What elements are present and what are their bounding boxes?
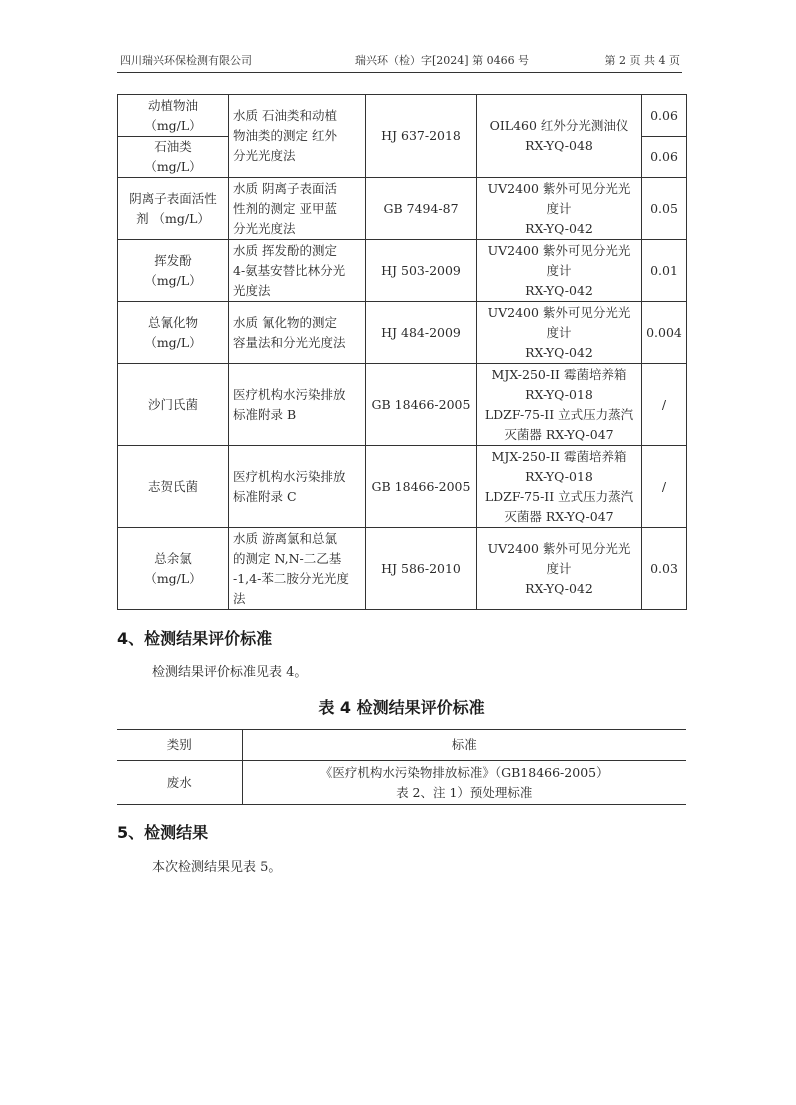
- cell-line: 石油类: [154, 139, 192, 154]
- cell-line: 水质 石油类和动植: [233, 108, 337, 123]
- limit-cell: 0.01: [642, 240, 687, 302]
- cell-line: 医疗机构水污染排放: [233, 468, 346, 484]
- page-header: [117, 50, 682, 70]
- cell-line: LDZF-75-II 立式压力蒸汽: [484, 406, 634, 422]
- table-row: [118, 528, 687, 610]
- section-5-title: 5、检测结果: [117, 823, 209, 842]
- standard-line: 表 2、注 1）预处理标准: [396, 784, 533, 800]
- method-cell: [229, 528, 366, 610]
- table-row: [118, 364, 687, 446]
- cell-line: RX-YQ-048: [525, 138, 593, 153]
- instrument-cell: [477, 240, 642, 302]
- limit-cell: 0.05: [642, 178, 687, 240]
- method-cell: [229, 364, 366, 446]
- method-cell: [229, 302, 366, 364]
- cell-line: 法: [233, 590, 246, 606]
- cell-line: RX-YQ-018: [525, 386, 593, 402]
- table-row: [118, 446, 687, 528]
- standard-cell: HJ 484-2009: [366, 302, 477, 364]
- table-row: [118, 302, 687, 364]
- method-cell: [229, 95, 366, 178]
- cell-line: 阴离子表面活性: [129, 190, 217, 206]
- cell-line: 度计: [546, 262, 572, 278]
- cell-line: 物油类的测定 红外: [233, 128, 337, 143]
- instrument-cell: [477, 95, 642, 178]
- header-divider: [117, 72, 682, 73]
- cell-line: 挥发酚: [154, 252, 192, 268]
- cell-line: -1,4-苯二胺分光光度: [233, 570, 349, 586]
- standard-cell: GB 18466-2005: [366, 364, 477, 446]
- standard-cell: GB 7494-87: [366, 178, 477, 240]
- cell-line: 度计: [546, 200, 572, 216]
- cell-line: RX-YQ-042: [525, 580, 593, 596]
- item-cell: [118, 302, 229, 364]
- header-standard: 标准: [242, 730, 686, 761]
- category-cell: 废水: [117, 761, 242, 805]
- table-row: [118, 178, 687, 240]
- cell-line: （mg/L）: [144, 159, 202, 174]
- cell-line: 沙门氏菌: [147, 396, 198, 412]
- cell-line: LDZF-75-II 立式压力蒸汽: [484, 488, 634, 504]
- item-cell: [118, 178, 229, 240]
- instrument-cell: [477, 446, 642, 528]
- item-cell: [118, 95, 229, 137]
- cell-line: 水质 游离氯和总氯: [233, 530, 337, 546]
- standard-line: 《医疗机构水污染物排放标准》（GB18466-2005）: [319, 764, 609, 780]
- section-4-title: 4、检测结果评价标准: [117, 629, 273, 648]
- cell-line: UV2400 紫外可见分光光: [487, 180, 631, 196]
- cell-line: RX-YQ-018: [525, 468, 593, 484]
- cell-line: UV2400 紫外可见分光光: [487, 304, 631, 320]
- cell-line: 度计: [546, 560, 572, 576]
- item-cell: [118, 137, 229, 178]
- cell-line: 分光光度法: [233, 148, 296, 163]
- cell-line: 剂 （mg/L）: [136, 210, 210, 226]
- cell-line: 度计: [546, 324, 572, 340]
- cell-line: 分光光度法: [233, 220, 296, 236]
- page-number: 第 2 页 共 4 页: [604, 54, 680, 67]
- method-cell: [229, 178, 366, 240]
- limit-cell: 0.06: [642, 95, 687, 137]
- section-5-text: 本次检测结果见表 5。: [152, 860, 282, 875]
- table-row: [118, 240, 687, 302]
- limit-cell: 0.06: [642, 137, 687, 178]
- cell-line: RX-YQ-042: [525, 220, 593, 236]
- section-4-text: 检测结果评价标准见表 4。: [152, 665, 308, 680]
- cell-line: （mg/L）: [144, 272, 202, 288]
- cell-line: 水质 阴离子表面活: [233, 180, 337, 196]
- cell-line: MJX-250-II 霉菌培养箱: [491, 366, 627, 382]
- cell-line: 光度法: [233, 282, 271, 298]
- cell-line: RX-YQ-042: [525, 344, 593, 360]
- limit-cell: /: [642, 364, 687, 446]
- cell-line: 性剂的测定 亚甲蓝: [233, 200, 337, 216]
- item-cell: [118, 528, 229, 610]
- table-row: [118, 95, 687, 137]
- cell-line: （mg/L）: [144, 117, 202, 133]
- standard-cell: HJ 637-2018: [366, 95, 477, 178]
- cell-line: 容量法和分光光度法: [233, 334, 346, 350]
- item-cell: [118, 446, 229, 528]
- method-cell: [229, 240, 366, 302]
- cell-line: MJX-250-II 霉菌培养箱: [491, 448, 627, 464]
- item-cell: [118, 240, 229, 302]
- cell-line: （mg/L）: [144, 570, 202, 586]
- company-name: 四川瑞兴环保检测有限公司: [120, 54, 252, 67]
- limit-cell: /: [642, 446, 687, 528]
- cell-line: 水质 氰化物的测定: [233, 314, 337, 330]
- report-number: 瑞兴环（检）字[2024] 第 0466 号: [355, 54, 530, 67]
- cell-line: 灭菌器 RX-YQ-047: [504, 508, 614, 524]
- cell-line: 水质 挥发酚的测定: [233, 242, 337, 258]
- standard-cell: HJ 503-2009: [366, 240, 477, 302]
- cell-line: OIL460 红外分光测油仪: [489, 118, 629, 133]
- standard-cell: GB 18466-2005: [366, 446, 477, 528]
- instrument-cell: [477, 178, 642, 240]
- standard-table: [117, 729, 686, 805]
- cell-line: 总氰化物: [147, 314, 198, 330]
- header-category: 类别: [117, 730, 242, 761]
- standard-cell: HJ 586-2010: [366, 528, 477, 610]
- standard-table-header: [117, 730, 686, 761]
- instrument-cell: [477, 528, 642, 610]
- cell-line: （mg/L）: [144, 334, 202, 350]
- instrument-cell: [477, 302, 642, 364]
- limit-cell: 0.03: [642, 528, 687, 610]
- cell-line: 动植物油: [147, 97, 198, 113]
- method-table: [117, 94, 687, 610]
- method-cell: [229, 446, 366, 528]
- cell-line: UV2400 紫外可见分光光: [487, 242, 631, 258]
- standard-cell: [242, 761, 686, 805]
- table-row: [117, 761, 686, 805]
- cell-line: 志贺氏菌: [147, 478, 198, 494]
- cell-line: 灭菌器 RX-YQ-047: [504, 426, 614, 442]
- cell-line: 标准附录 C: [233, 488, 297, 504]
- cell-line: 总余氯: [154, 550, 192, 566]
- cell-line: 的测定 N,N-二乙基: [233, 550, 342, 566]
- cell-line: 标准附录 B: [233, 406, 297, 422]
- cell-line: RX-YQ-042: [525, 282, 593, 298]
- cell-line: 医疗机构水污染排放: [233, 386, 346, 402]
- limit-cell: 0.004: [642, 302, 687, 364]
- item-cell: [118, 364, 229, 446]
- table-4-caption: 表 4 检测结果评价标准: [318, 698, 485, 717]
- cell-line: 4-氨基安替比林分光: [233, 262, 346, 278]
- instrument-cell: [477, 364, 642, 446]
- cell-line: UV2400 紫外可见分光光: [487, 540, 631, 556]
